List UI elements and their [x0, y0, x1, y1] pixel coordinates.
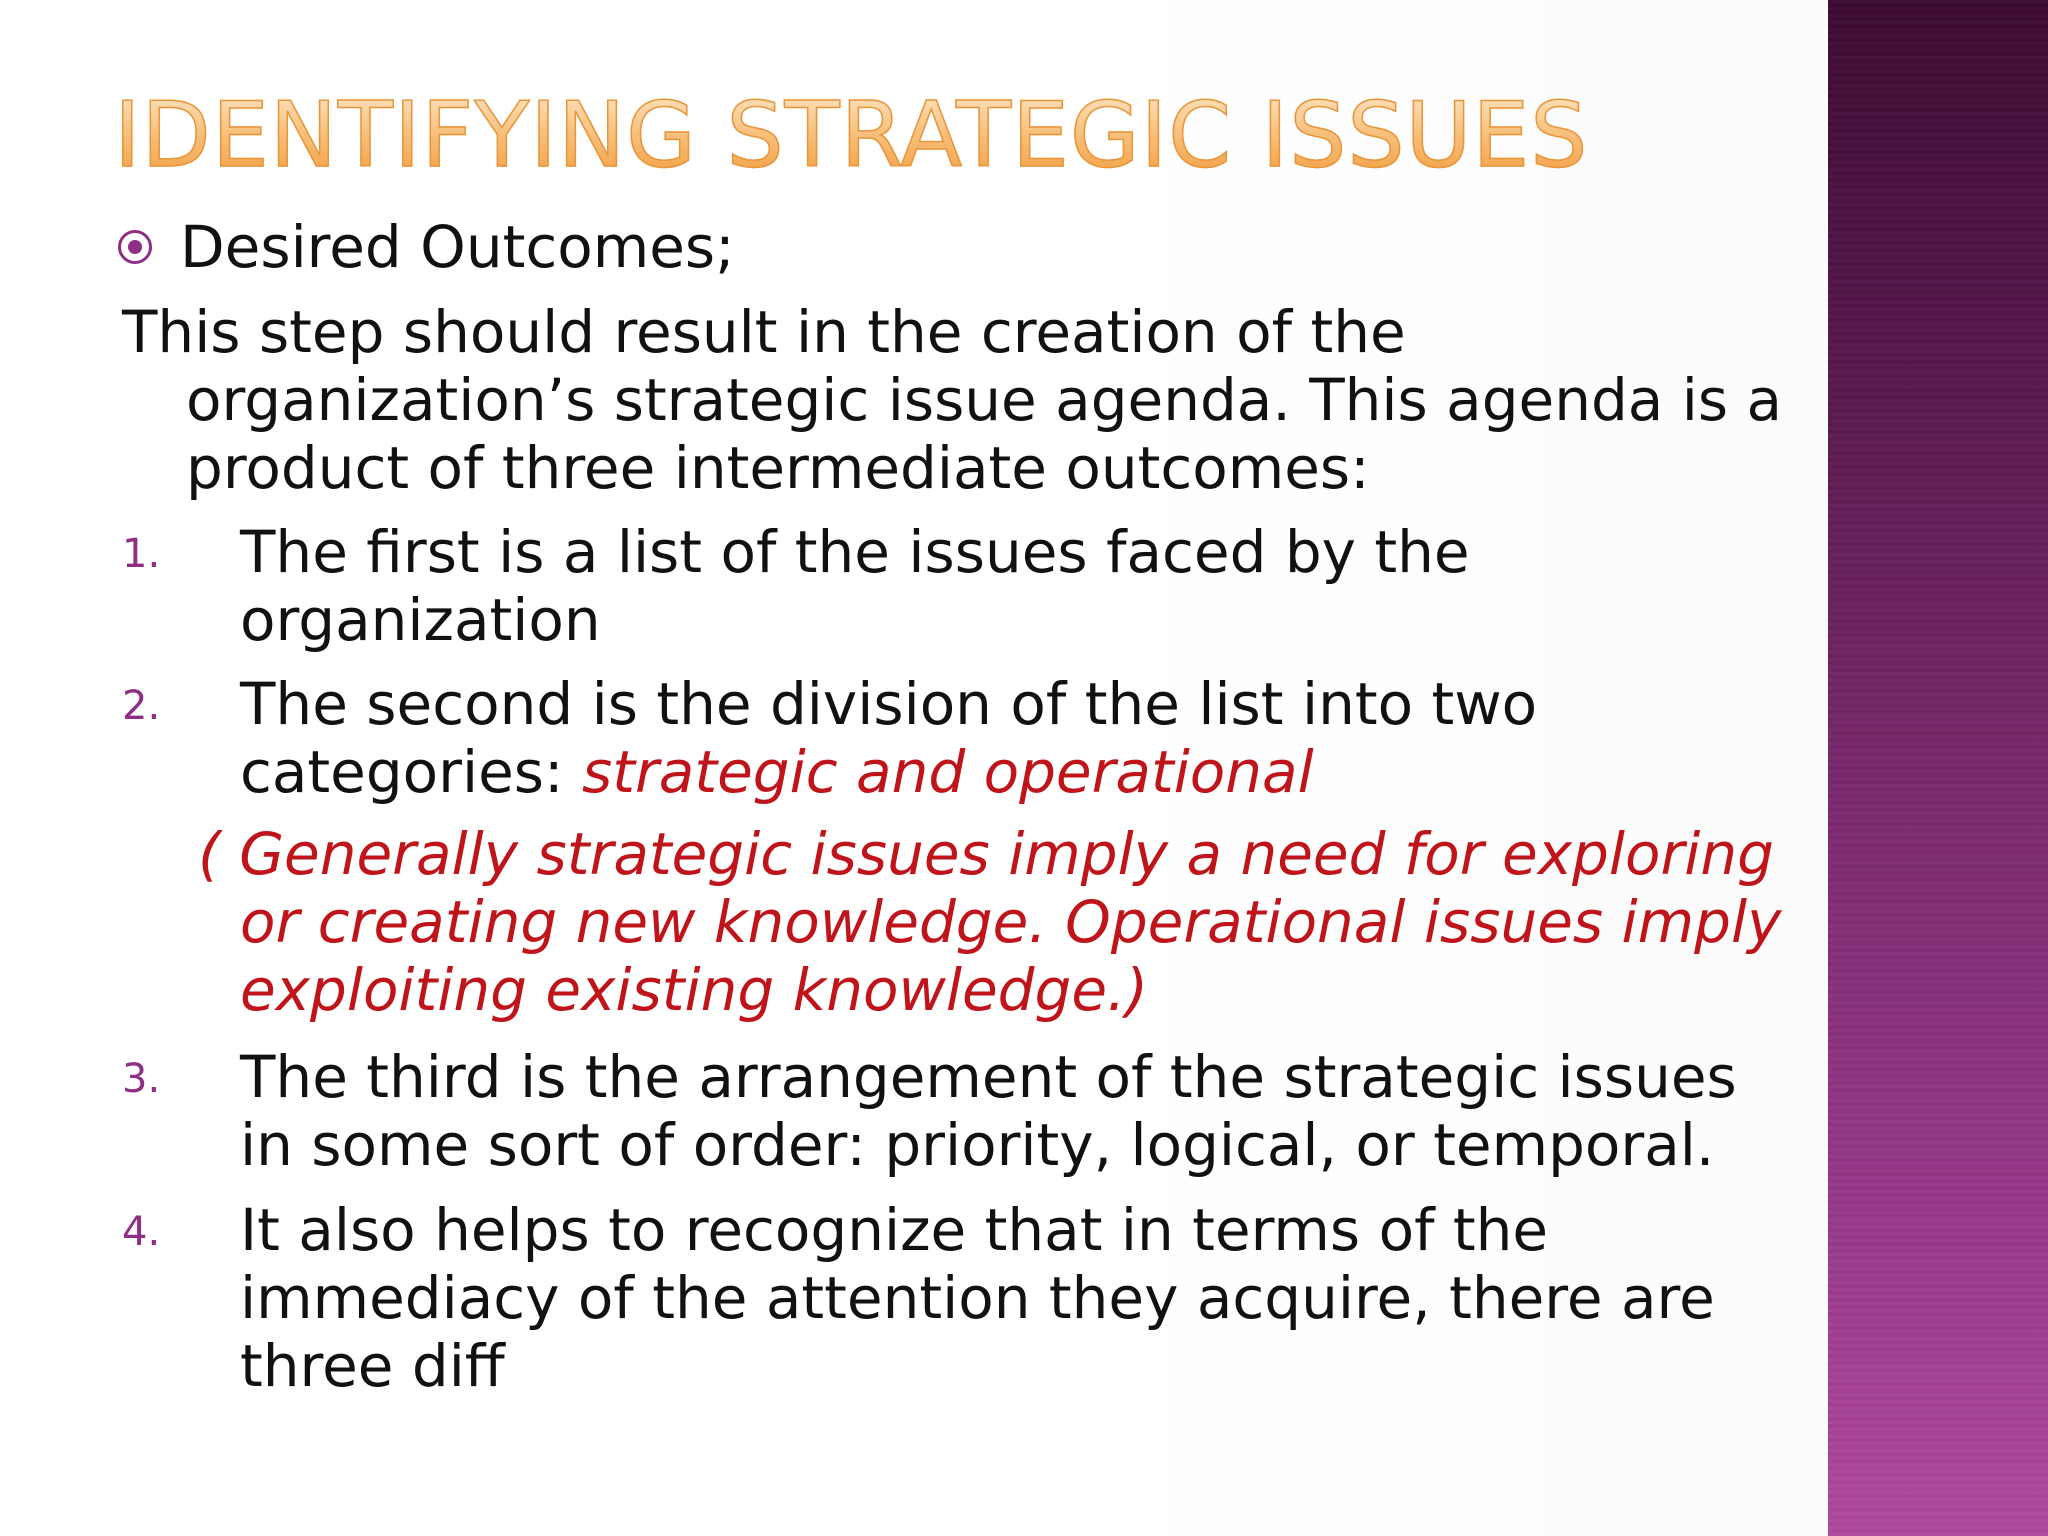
- intro-paragraph: This step should result in the creation of the organization’s strategic issue agenda. This agenda is a product of three intermediate outcomes:: [122, 298, 1783, 502]
- list-number: 1.: [122, 531, 161, 577]
- list-item-text: The first is a list of the issues faced by the organization: [240, 518, 1470, 654]
- list-item-emphasis: strategic and operational: [582, 738, 1314, 806]
- list-item-text: The third is the arrangement of the strategic issues in some sort of order: priority, logical, or temporal.: [240, 1043, 1737, 1179]
- list-number: 2.: [122, 683, 161, 729]
- slide-title: IDENTIFYING STRATEGIC ISSUES: [114, 83, 1589, 188]
- list-number: 4.: [122, 1209, 161, 1255]
- list-item-4: [122, 1196, 1772, 1400]
- bullet-text: Desired Outcomes;: [180, 213, 735, 281]
- list-item-3: [122, 1043, 1772, 1179]
- list-number: 3.: [122, 1056, 161, 1102]
- list-item-1: [122, 518, 1772, 654]
- strategic-operational-note: ( Generally strategic issues imply a need for exploring or creating new knowledge. Operational issues imply exploiting existing knowledge.): [198, 820, 1782, 1024]
- bullet-desired-outcomes: [118, 213, 735, 281]
- circle-bullet-icon: [118, 230, 152, 264]
- list-item-2: [122, 670, 1772, 806]
- list-item-text-plain: The second is the division of the list into two categories:: [240, 670, 1538, 806]
- purple-side-band: [1828, 0, 2048, 1536]
- list-item-text: [240, 670, 1772, 806]
- list-item-text: It also helps to recognize that in terms of the immediacy of the attention they acquire, there are three diff: [240, 1196, 1715, 1400]
